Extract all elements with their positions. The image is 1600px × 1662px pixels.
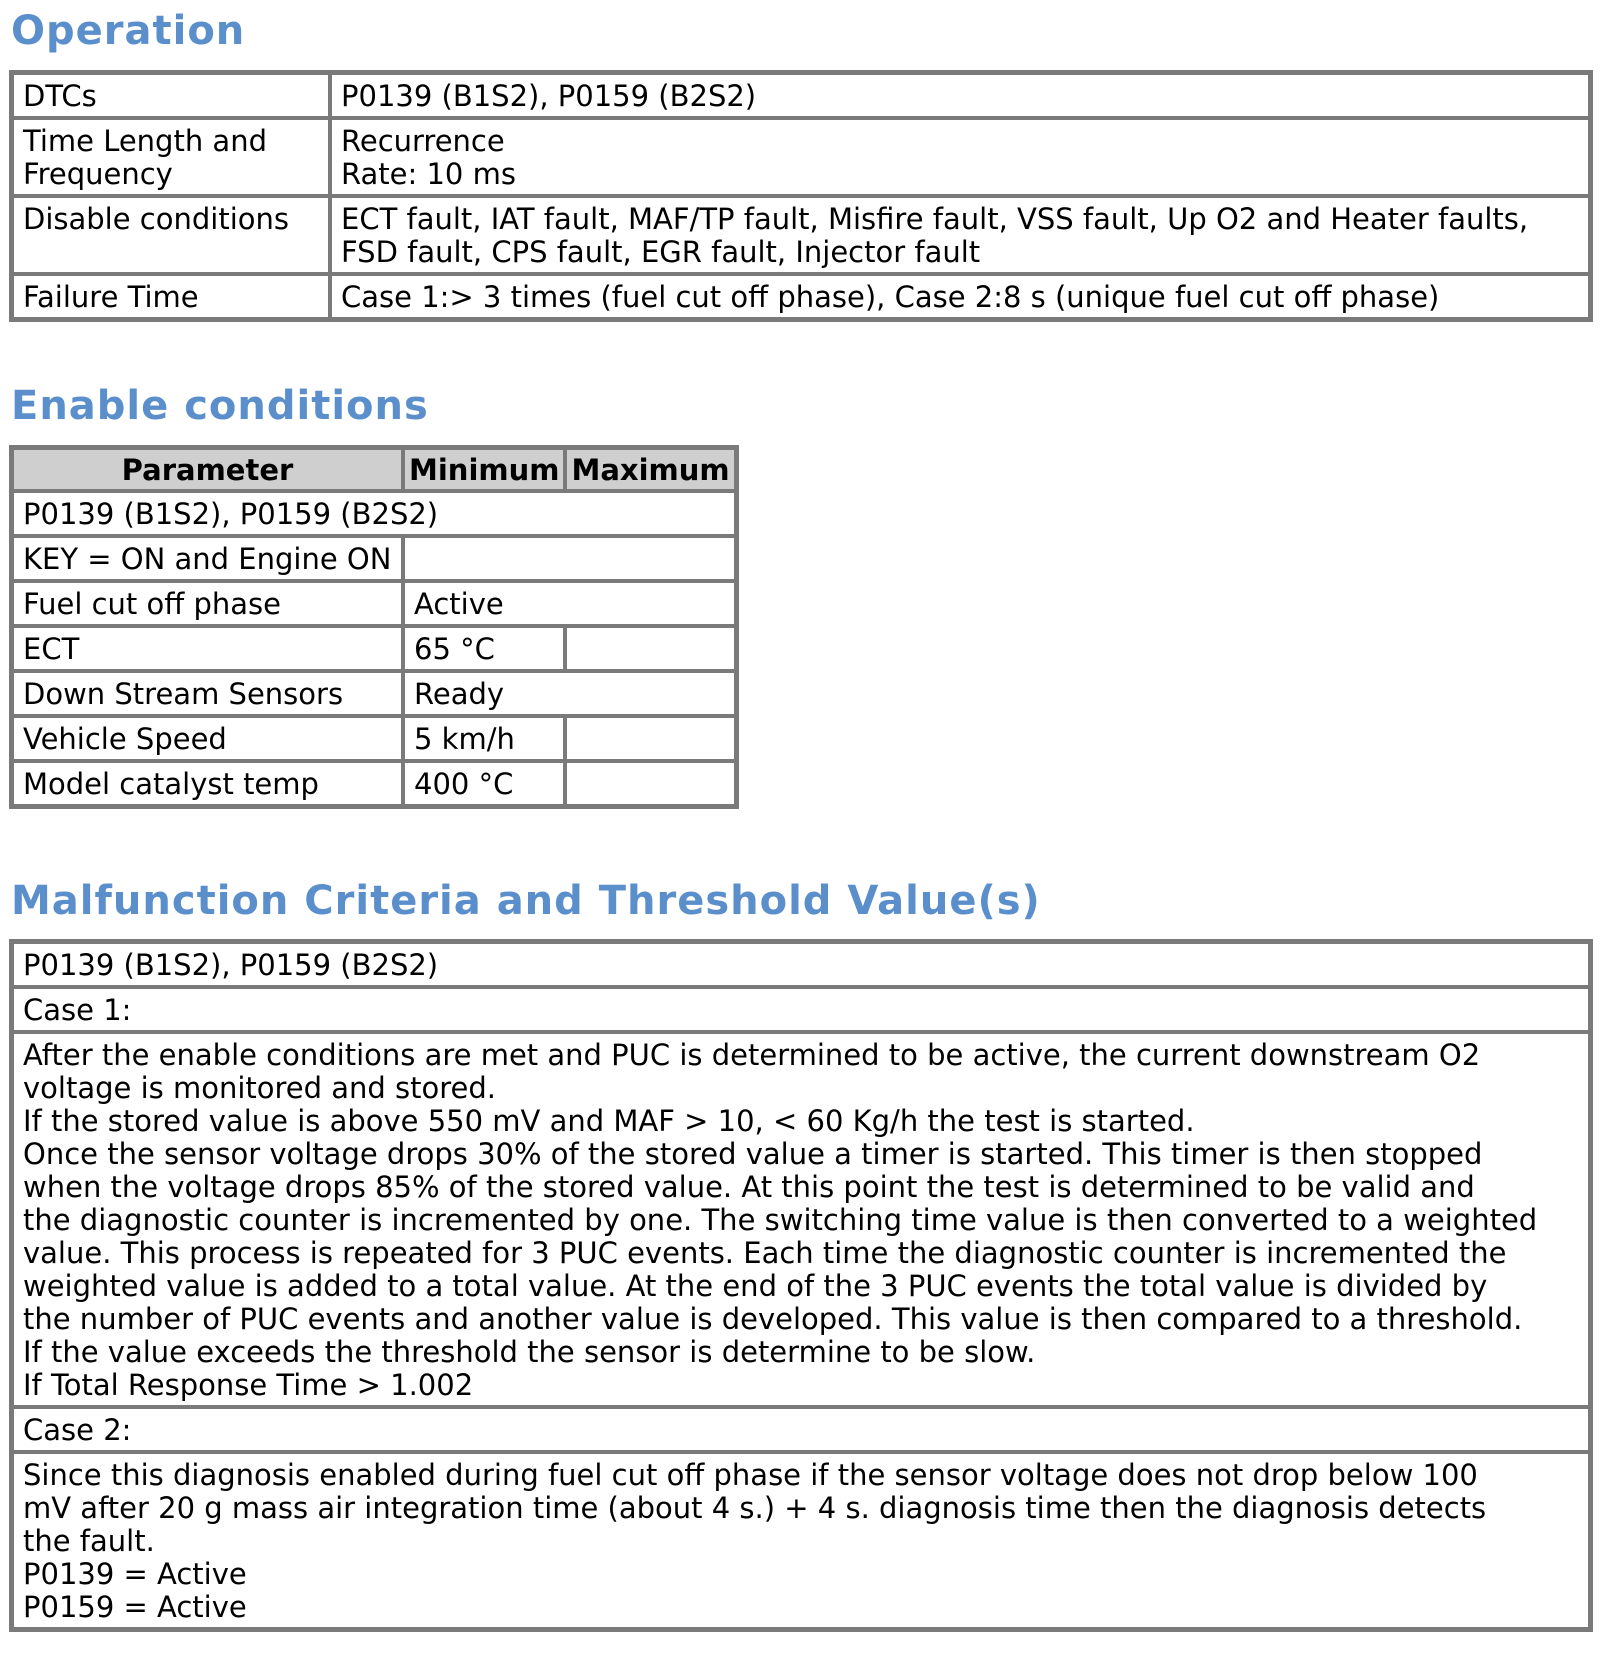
table-row <box>12 274 1590 319</box>
op-label-disable: Disable conditions <box>12 196 330 274</box>
param-cell: ECT <box>12 626 403 671</box>
col-header-parameter: Parameter <box>12 448 403 491</box>
op-label-dtcs: DTCs <box>12 73 330 118</box>
max-cell <box>565 716 735 761</box>
malfunction-table <box>9 939 1593 1632</box>
table-row <box>12 671 736 716</box>
op-label-failure-time: Failure Time <box>12 274 330 319</box>
table-row <box>12 536 736 581</box>
min-cell: 65 °C <box>403 626 565 671</box>
op-value-time-length: Recurrence Rate: 10 ms <box>330 118 1590 196</box>
table-row <box>12 1407 1590 1452</box>
table-row <box>12 581 736 626</box>
operation-title: Operation <box>11 8 246 54</box>
table-row <box>12 942 1590 987</box>
op-value-dtcs: P0139 (B1S2), P0159 (B2S2) <box>330 73 1590 118</box>
table-row <box>12 118 1590 196</box>
param-cell: Fuel cut off phase <box>12 581 403 626</box>
param-cell: Model catalyst temp <box>12 761 403 806</box>
table-row <box>12 196 1590 274</box>
table-row <box>12 716 736 761</box>
value-cell: Ready <box>403 671 736 716</box>
value-cell <box>403 536 736 581</box>
table-row <box>12 73 1590 118</box>
param-cell: Vehicle Speed <box>12 716 403 761</box>
table-row <box>12 1032 1590 1407</box>
table-row <box>12 761 736 806</box>
case2-description: Since this diagnosis enabled during fuel cut off phase if the sensor voltage does not drop below 100 mV after 20 g mass air integration time (about 4 s.) + 4 s. diagnosis time then the diagnosis detects the fault. P0139 = Active P0159 = Active <box>12 1452 1590 1629</box>
enable-group-row: P0139 (B1S2), P0159 (B2S2) <box>12 491 736 536</box>
table-row <box>12 1452 1590 1629</box>
min-cell: 5 km/h <box>403 716 565 761</box>
col-header-minimum: Minimum <box>403 448 565 491</box>
min-cell: 400 °C <box>403 761 565 806</box>
operation-table <box>9 70 1593 322</box>
value-cell: Active <box>403 581 736 626</box>
param-cell: KEY = ON and Engine ON <box>12 536 403 581</box>
case1-label: Case 1: <box>12 987 1590 1032</box>
max-cell <box>565 626 735 671</box>
table-row <box>12 491 736 536</box>
op-value-disable: ECT fault, IAT fault, MAF/TP fault, Misfire fault, VSS fault, Up O2 and Heater faults, FSD fault, CPS fault, EGR fault, Injector fault <box>330 196 1590 274</box>
param-cell: Down Stream Sensors <box>12 671 403 716</box>
malfunction-dtc-row: P0139 (B1S2), P0159 (B2S2) <box>12 942 1590 987</box>
col-header-maximum: Maximum <box>565 448 735 491</box>
enable-title: Enable conditions <box>11 383 429 429</box>
table-header-row <box>12 448 736 491</box>
malfunction-title: Malfunction Criteria and Threshold Value(s) <box>11 878 1041 924</box>
table-row <box>12 626 736 671</box>
op-label-time-length: Time Length and Frequency <box>12 118 330 196</box>
enable-table <box>9 445 739 809</box>
case1-description: After the enable conditions are met and PUC is determined to be active, the current downstream O2 voltage is monitored and stored. If the stored value is above 550 mV and MAF > 10, < 60 Kg/h the test is started. Once the sensor voltage drops 30% of the stored value a timer is started. This timer is then stopped when the voltage drops 85% of the stored value. At this point the test is determined to be valid and the diagnostic counter is incremented by one. The switching time value is then converted to a weighted value. This process is repeated for 3 PUC events. Each time the diagnostic counter is incremented the weighted value is added to a total value. At the end of the 3 PUC events the total value is divided by the number of PUC events and another value is developed. This value is then compared to a threshold. If the value exceeds the threshold the sensor is determine to be slow. If Total Response Time > 1.002 <box>12 1032 1590 1407</box>
op-value-failure-time: Case 1:> 3 times (fuel cut off phase), Case 2:8 s (unique fuel cut off phase) <box>330 274 1590 319</box>
table-row <box>12 987 1590 1032</box>
case2-label: Case 2: <box>12 1407 1590 1452</box>
max-cell <box>565 761 735 806</box>
